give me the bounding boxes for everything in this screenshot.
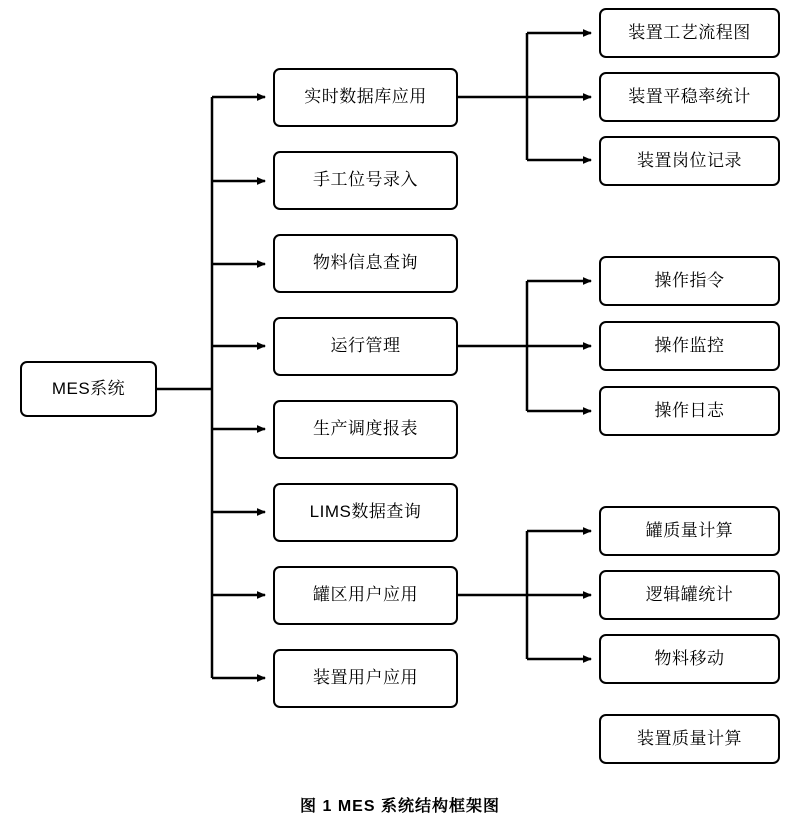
node-material-info-query[interactable]: 物料信息查询 xyxy=(273,234,458,293)
node-material-movement[interactable]: 物料移动 xyxy=(599,634,780,684)
node-operation-instruction[interactable]: 操作指令 xyxy=(599,256,780,306)
node-operation-log[interactable]: 操作日志 xyxy=(599,386,780,436)
node-lims-data-query[interactable]: LIMS数据查询 xyxy=(273,483,458,542)
node-unit-process-flow-diagram[interactable]: 装置工艺流程图 xyxy=(599,8,780,58)
node-logical-tank-statistics[interactable]: 逻辑罐统计 xyxy=(599,570,780,620)
node-unit-post-record[interactable]: 装置岗位记录 xyxy=(599,136,780,186)
node-operation-monitoring[interactable]: 操作监控 xyxy=(599,321,780,371)
node-tank-farm-user-app[interactable]: 罐区用户应用 xyxy=(273,566,458,625)
node-unit-stability-rate-statistics[interactable]: 装置平稳率统计 xyxy=(599,72,780,122)
node-root-mes-system[interactable]: MES系统 xyxy=(20,361,157,417)
node-production-schedule-report[interactable]: 生产调度报表 xyxy=(273,400,458,459)
node-unit-user-app[interactable]: 装置用户应用 xyxy=(273,649,458,708)
node-operation-management[interactable]: 运行管理 xyxy=(273,317,458,376)
node-realtime-database-app[interactable]: 实时数据库应用 xyxy=(273,68,458,127)
node-manual-tag-entry[interactable]: 手工位号录入 xyxy=(273,151,458,210)
figure-caption: 图 1 MES 系统结构框架图 xyxy=(300,798,500,815)
node-tank-mass-calculation[interactable]: 罐质量计算 xyxy=(599,506,780,556)
node-unit-mass-calculation[interactable]: 装置质量计算 xyxy=(599,714,780,764)
